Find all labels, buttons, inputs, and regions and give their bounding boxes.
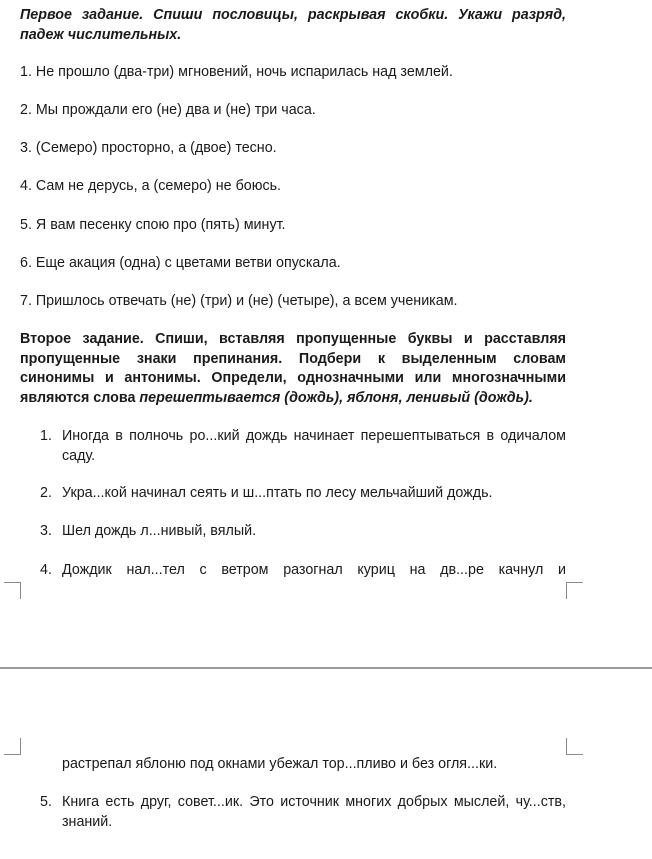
page-corner-marker-bottom-right	[566, 738, 583, 755]
task2-item-4-text: Дождик нал...тел с ветром разогнал куриц на дв...ре качнул и	[62, 562, 566, 578]
task2-item-1-text: Иногда в полночь ро...кий дождь начинает перешептываться в одичалом саду.	[62, 428, 566, 464]
task2-item-4	[40, 561, 566, 581]
task1-item-6: 6. Еще акация (одна) с цветами ветви опускала.	[20, 255, 341, 271]
task2-title	[20, 330, 566, 408]
task2-item-2-num: 2.	[40, 485, 52, 501]
task1-item-4: 4. Сам не дерусь, а (семеро) не боюсь.	[20, 178, 282, 194]
task1-item-2: 2. Мы прождали его (не) два и (не) три часа.	[20, 102, 316, 118]
task2-item-5-text: Книга есть друг, совет...ик. Это источник многих добрых мыслей, чу...ств, знаний.	[62, 794, 566, 830]
task2-item-4-continuation	[40, 755, 566, 775]
task2-item-2	[40, 484, 566, 504]
task2-item-5-num: 5.	[40, 794, 52, 810]
page-corner-marker-top-right	[566, 582, 583, 599]
document-page-2	[0, 669, 652, 859]
task2-item-1-num: 1.	[40, 428, 52, 444]
task2-item-5	[40, 793, 566, 832]
task2-item-4-continuation-text: растрепал яблоню под окнами убежал тор...пливо и без огля...ки.	[62, 756, 498, 772]
task2-item-3	[40, 522, 566, 542]
task1-item-1: 1. Не прошло (два-три) мгновений, ночь испарилась над землей.	[20, 64, 453, 80]
task1-item-5: 5. Я вам песенку спою про (пять) минут.	[20, 217, 286, 233]
page-corner-marker-top-left	[4, 582, 21, 599]
task1-item-3: 3. (Семеро) просторно, а (двое) тесно.	[20, 140, 277, 156]
task2-item-4-num: 4.	[40, 562, 52, 578]
task2-item-3-text: Шел дождь л...нивый, вялый.	[62, 523, 257, 539]
task2-item-2-text: Укра...кой начинал сеять и ш...птать по лесу мельчайший дождь.	[62, 485, 493, 501]
task2-title-text: Второе задание. Спиши, вставляя пропущенные буквы и расставляя пропущенные знаки препинания. Подбери к выделенным словам синонимы и антонимы. Определи, однозначными или многозначными являются слова	[20, 331, 566, 406]
task2-title-italic: перешептывается (дождь), яблоня, ленивый (дождь).	[139, 389, 533, 406]
task2-item-3-num: 3.	[40, 523, 52, 539]
task1-title: Первое задание. Спиши пословицы, раскрывая скобки. Укажи разряд, падеж числительных.	[20, 7, 566, 43]
task2-item-1	[40, 427, 566, 466]
page-corner-marker-bottom-left	[4, 738, 21, 755]
task1-item-7: 7. Пришлось отвечать (не) (три) и (не) (четыре), а всем ученикам.	[20, 293, 458, 309]
